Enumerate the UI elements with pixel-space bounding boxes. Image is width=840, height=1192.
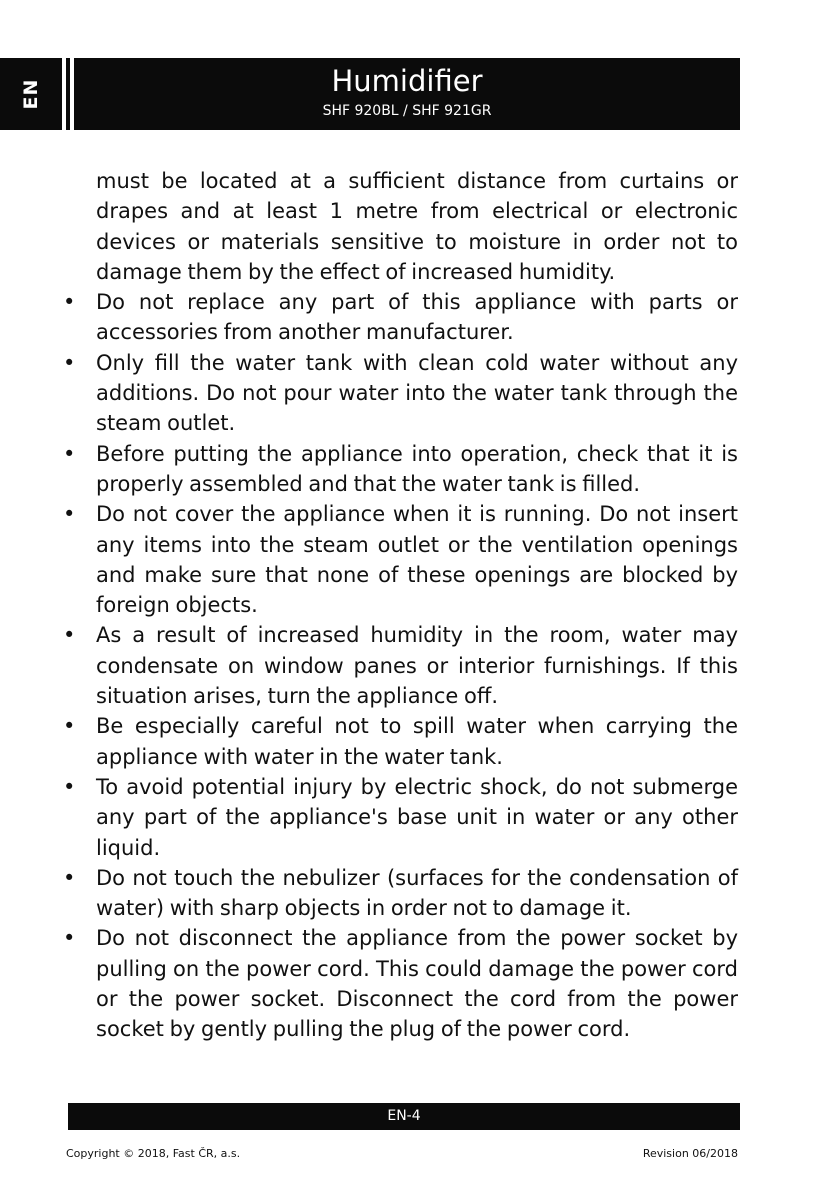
- page-title: Humidifier: [331, 64, 483, 98]
- bullet-icon: •: [63, 502, 76, 527]
- bullet-icon: •: [63, 623, 76, 648]
- list-item: [63, 863, 738, 924]
- list-item-text: Before putting the appliance into operation, check that it is properly assembled and that the water tank is filled.: [96, 441, 738, 496]
- list-item: [63, 923, 738, 1044]
- list-item: [63, 287, 738, 348]
- bullet-icon: •: [63, 290, 76, 315]
- list-item-text: As a result of increased humidity in the room, water may condensate on window panes or interior furnishings. If this situation arises, turn the appliance off.: [96, 623, 738, 709]
- intro-paragraph: must be located at a sufficient distance from curtains or drapes and at least 1 metre from electrical or electronic devices or materials sensitive to moisture in order not to damage them by the effect of increased humidity.: [96, 169, 738, 284]
- revision-label: Revision 06/2018: [642, 1147, 738, 1160]
- list-item-text: Do not disconnect the appliance from the power socket by pulling on the power cord. This could damage the power cord or the power socket. Disconnect the cord from the power socket by gently pulling the plug of the power cord.: [96, 926, 738, 1042]
- bullet-icon: •: [63, 350, 76, 375]
- language-label: EN: [20, 78, 42, 110]
- list-item-text: To avoid potential injury by electric shock, do not submerge any part of the appliance's base unit in water or any other liquid.: [96, 774, 738, 860]
- list-item: [63, 772, 738, 863]
- bullet-icon: •: [63, 865, 76, 890]
- header-divider: [66, 58, 70, 130]
- list-item: [63, 439, 738, 500]
- list-item: [63, 620, 738, 711]
- model-subtitle: SHF 920BL / SHF 921GR: [322, 103, 492, 119]
- bullet-icon: •: [63, 926, 76, 951]
- bullet-icon: •: [63, 714, 76, 739]
- list-item-text: Be especially careful not to spill water when carrying the appliance with water in the water tank.: [96, 714, 738, 769]
- copyright-notice: Copyright © 2018, Fast ČR, a.s.: [66, 1147, 241, 1160]
- bullet-icon: •: [63, 441, 76, 466]
- bullet-icon: •: [63, 774, 76, 799]
- list-item-text: Do not touch the nebulizer (surfaces for the condensation of water) with sharp objects in order not to damage it.: [96, 865, 738, 921]
- footer-bar: [68, 1103, 740, 1130]
- header-bar: [74, 58, 740, 130]
- list-item: [63, 711, 738, 772]
- page-number: EN-4: [387, 1108, 421, 1124]
- list-item-text: Only fill the water tank with clean cold water without any additions. Do not pour water into the water tank through the steam outlet.: [96, 350, 738, 436]
- list-item: [63, 348, 738, 439]
- list-item: [63, 499, 738, 620]
- list-item-text: Do not cover the appliance when it is running. Do not insert any items into the steam outlet or the ventilation openings and make sure that none of these openings are blocked by foreign objects.: [96, 502, 738, 618]
- safety-instructions: [63, 166, 738, 1045]
- language-tab: [0, 58, 62, 130]
- list-item-text: Do not replace any part of this appliance with parts or accessories from another manufacturer.: [96, 290, 738, 345]
